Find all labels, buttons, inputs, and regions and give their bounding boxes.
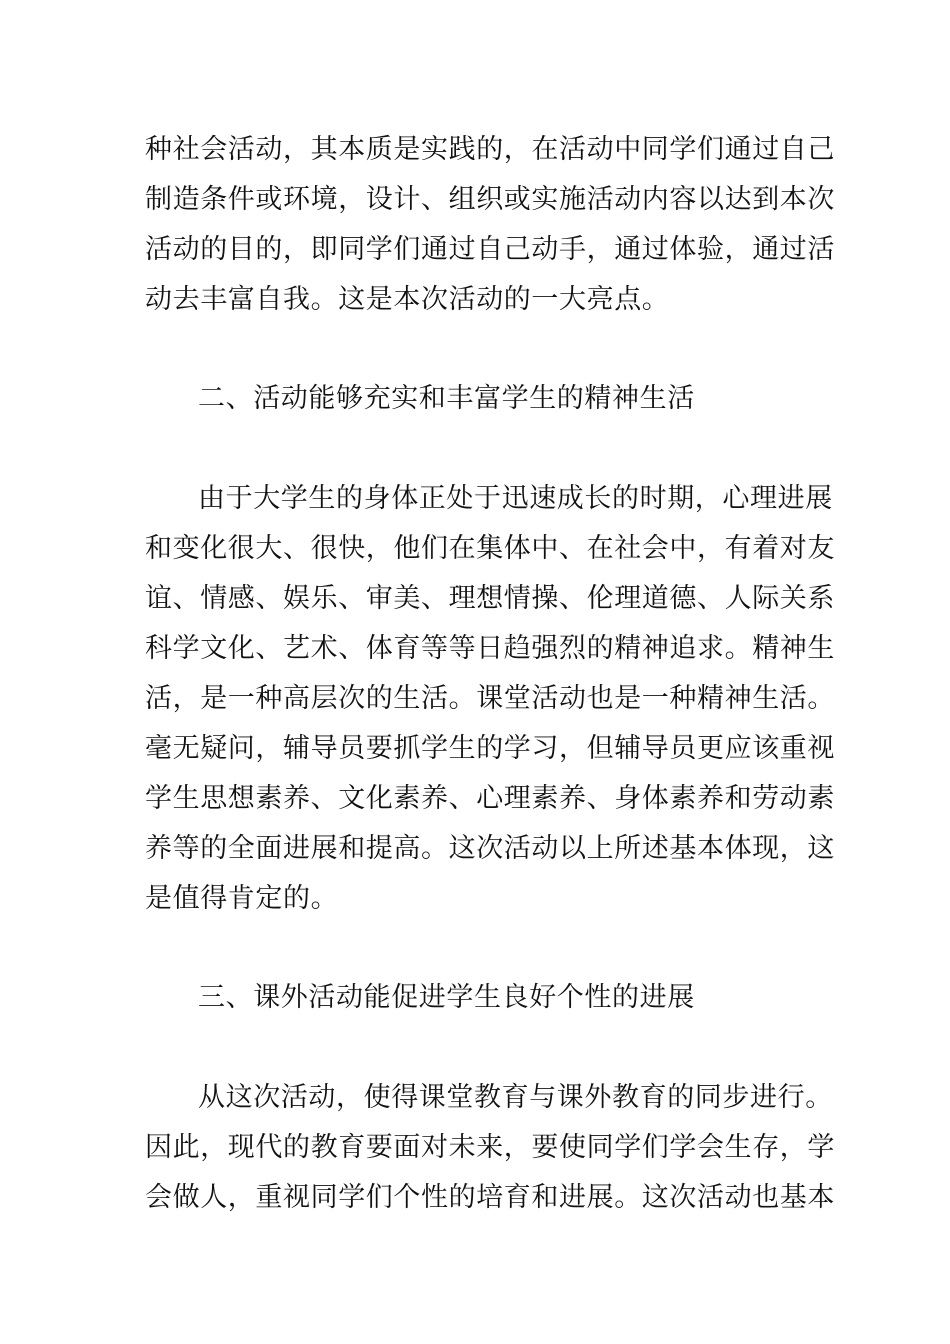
paragraph-line: 活动的目的，即同学们通过自己动手，通过体验，通过活 xyxy=(145,234,835,265)
section-heading-2: 二、活动能够充实和丰富学生的精神生活 xyxy=(198,383,695,414)
paragraph-line: 养等的全面进展和提高。这次活动以上所述基本体现，这 xyxy=(145,833,835,864)
paragraph-line: 谊、情感、娱乐、审美、理想情操、伦理道德、人际关系 xyxy=(145,583,835,614)
paragraph-line: 和变化很大、很快，他们在集体中、在社会中，有着对友 xyxy=(145,533,835,564)
paragraph-line: 毫无疑问，辅导员要抓学生的学习，但辅导员更应该重视 xyxy=(145,733,835,764)
paragraph-line: 是值得肯定的。 xyxy=(145,883,339,914)
paragraph-line: 从这次活动，使得课堂教育与课外教育的同步进行。 xyxy=(198,1082,833,1113)
paragraph-line: 因此，现代的教育要面对未来，要使同学们学会生存，学 xyxy=(145,1132,835,1163)
paragraph-line: 由于大学生的身体正处于迅速成长的时期，心理进展 xyxy=(198,483,833,514)
paragraph-line: 动去丰富自我。这是本次活动的一大亮点。 xyxy=(145,284,670,315)
paragraph-line: 科学文化、艺术、体育等等日趋强烈的精神追求。精神生 xyxy=(145,633,835,664)
paragraph-line: 活，是一种高层次的生活。课堂活动也是一种精神生活。 xyxy=(145,683,835,714)
paragraph-line: 制造条件或环境，设计、组织或实施活动内容以达到本次 xyxy=(145,184,835,215)
section-heading-3: 三、课外活动能促进学生良好个性的进展 xyxy=(198,982,695,1013)
paragraph-line: 学生思想素养、文化素养、心理素养、身体素养和劳动素 xyxy=(145,783,835,814)
paragraph-line: 种社会活动，其本质是实践的，在活动中同学们通过自己 xyxy=(145,134,835,165)
paragraph-line: 会做人，重视同学们个性的培育和进展。这次活动也基本 xyxy=(145,1182,835,1213)
